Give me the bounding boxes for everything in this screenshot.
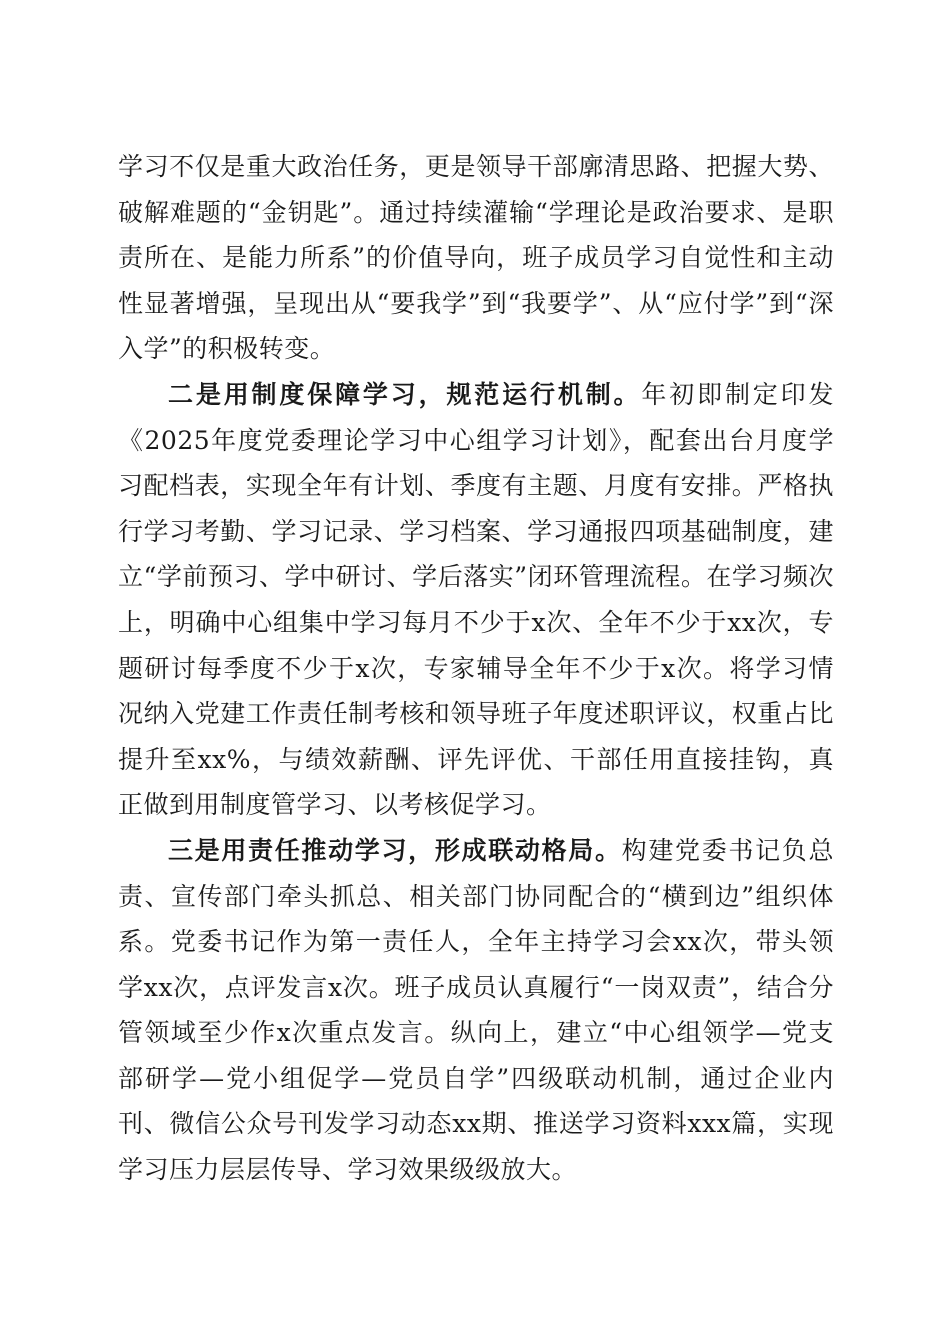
paragraph-3-lead: 三是用责任推动学习，形成联动格局。 [168, 835, 622, 865]
paragraph-1-body: 学习不仅是重大政治任务，更是领导干部廓清思路、把握大势、破解难题的“金钥匙”。通过持续灌输“学理论是政治要求、是职责所在、是能力所系”的价值导向，班子成员学习自觉性和主动性显著增强，呈现出从“要我学”到“我要学”、从“应付学”到“深入学”的积极转变。 [118, 152, 834, 364]
paragraph-3 [118, 828, 834, 1193]
paragraph-3-body: 构建党委书记负总责、宣传部门牵头抓总、相关部门协同配合的“横到边”组织体系。党委书记作为第一责任人，全年主持学习会xx次，带头领学xx次，点评发言x次。班子成员认真履行“一岗双责”，结合分管领域至少作x次重点发言。纵向上，建立“中心组领学—党支部研学—党小组促学—党员自学”四级联动机制，通过企业内刊、微信公众号刊发学习动态xx期、推送学习资料xxx篇，实现学习压力层层传导、学习效果级级放大。 [118, 835, 834, 1185]
paragraph-2-body: 年初即制定印发《2025年度党委理论学习中心组学习计划》，配套出台月度学习配档表，实现全年有计划、季度有主题、月度有安排。严格执行学习考勤、学习记录、学习档案、学习通报四项基础制度，建立“学前预习、学中研讨、学后落实”闭环管理流程。在学习频次上，明确中心组集中学习每月不少于x次、全年不少于xx次，专题研讨每季度不少于x次，专家辅导全年不少于x次。将学习情况纳入党建工作责任制考核和领导班子年度述职评议，权重占比提升至xx%，与绩效薪酬、评先评优、干部任用直接挂钩，真正做到用制度管学习、以考核促学习。 [118, 379, 834, 820]
document-body [118, 144, 834, 1193]
paragraph-2-lead: 二是用制度保障学习，规范运行机制。 [168, 379, 642, 409]
paragraph-1 [118, 144, 834, 372]
paragraph-2 [118, 372, 834, 828]
